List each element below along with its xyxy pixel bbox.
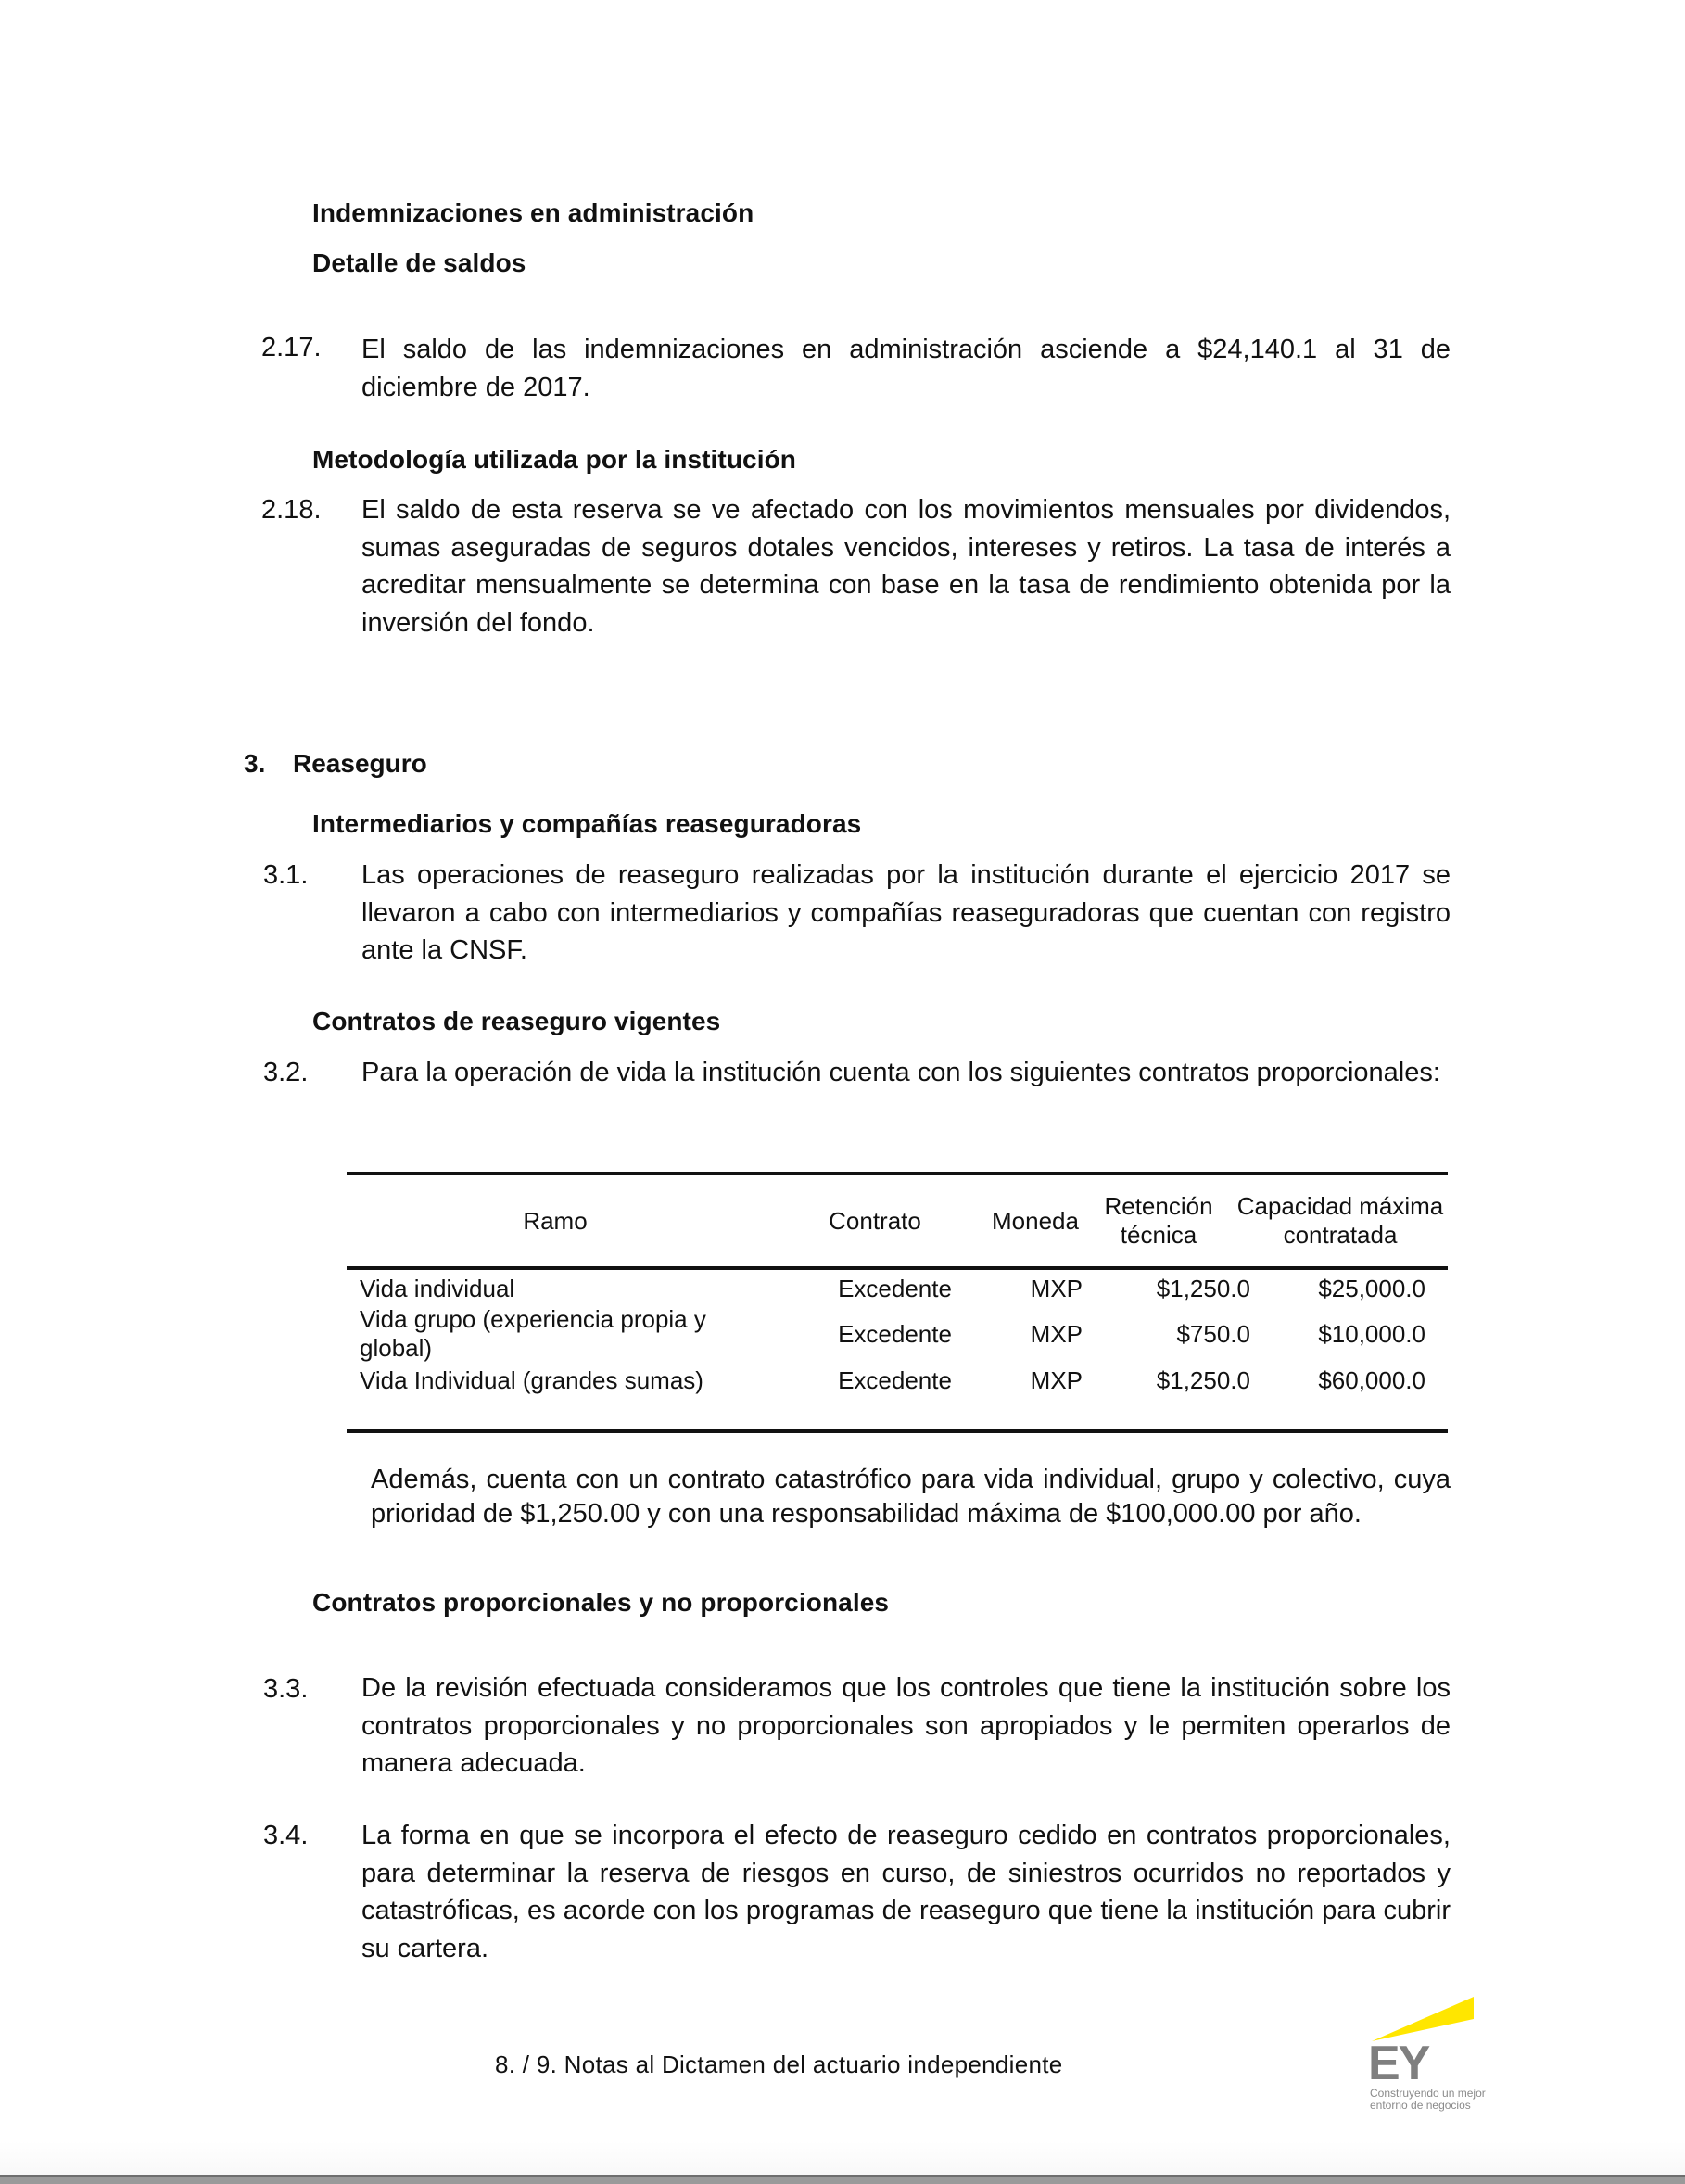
subheading-detalle-saldos: Detalle de saldos — [312, 248, 526, 277]
paragraph-number-2-18: 2.18. — [261, 495, 322, 525]
table-bottom-rule — [347, 1429, 1448, 1433]
section-heading-indemnizaciones: Indemnizaciones en administración — [312, 198, 754, 227]
viewer-bottom-edge — [0, 2175, 1685, 2184]
paragraph-number-2-17: 2.17. — [261, 333, 322, 362]
paragraph-catastrofico: Además, cuenta con un contrato catastrófico para vida individual, grupo y colectivo, cuya prioridad de $1,250.00 y con una responsabilidad máxima de $100,000.00 por año. — [371, 1465, 1451, 1529]
cell-retencion: $1,250.0 — [1156, 1365, 1250, 1394]
ey-logo-tagline — [1370, 2088, 1486, 2112]
cell-ramo: Vida grupo (experiencia propia y global) — [360, 1305, 706, 1362]
cell-capacidad: $60,000.0 — [1318, 1365, 1425, 1394]
cell-moneda: MXP — [1030, 1319, 1083, 1348]
table-header-row — [347, 1175, 1448, 1266]
cell-retencion: $750.0 — [1176, 1319, 1250, 1348]
ey-logo-wordmark: EY — [1368, 2037, 1429, 2090]
table-row — [347, 1365, 1448, 1396]
subheading-contratos-vigentes: Contratos de reaseguro vigentes — [312, 1007, 721, 1035]
paragraph-2-17: El saldo de las indemnizaciones en administración asciende a $24,140.1 al 31 de diciembre de 2017. — [361, 335, 1451, 402]
footer-page-label: 8. / 9. Notas al Dictamen del actuario independiente — [495, 2051, 1063, 2078]
paragraph-number-3-4: 3.4. — [263, 1821, 309, 1850]
subheading-intermediarios: Intermediarios y compañías reaseguradoras — [312, 809, 862, 838]
table-row — [347, 1274, 1448, 1303]
table-row — [347, 1303, 1448, 1365]
cell-capacidad: $25,000.0 — [1318, 1274, 1425, 1302]
section-number-3: 3. — [244, 749, 266, 778]
cell-contrato: Excedente — [838, 1319, 952, 1348]
paragraph-number-3-3: 3.3. — [263, 1674, 309, 1704]
cell-retencion: $1,250.0 — [1156, 1274, 1250, 1302]
paragraph-number-3-1: 3.1. — [263, 860, 309, 890]
cell-capacidad: $10,000.0 — [1318, 1319, 1425, 1348]
paragraph-3-4: La forma en que se incorpora el efecto de reaseguro cedido en contratos proporcionales, para determinar la reserva de riesgos en curso, de siniestros ocurridos no reportados y catastróficas, es acorde con los programas de reaseguro que tiene la institución para cubrir su cartera. — [361, 1821, 1451, 1963]
section-heading-reaseguro: Reaseguro — [293, 749, 427, 778]
cell-moneda: MXP — [1030, 1274, 1083, 1302]
header-contrato: Contrato — [829, 1206, 921, 1235]
ey-tagline-line2: entorno de negocios — [1370, 2099, 1471, 2112]
header-ramo: Ramo — [523, 1206, 588, 1235]
ey-tagline-line1: Construyendo un mejor — [1370, 2087, 1486, 2100]
paragraph-3-3: De la revisión efectuada consideramos que los controles que tiene la institución sobre los contratos proporcionales y no proporcionales son apropiados y le permiten operarlos de manera adecuada. — [361, 1673, 1451, 1778]
subheading-proporcionales: Contratos proporcionales y no proporcionales — [312, 1588, 890, 1617]
paragraph-number-3-2: 3.2. — [263, 1058, 309, 1087]
paragraph-2-18: El saldo de esta reserva se ve afectado con los movimientos mensuales por dividendos, sumas aseguradas de seguros dotales vencidos, intereses y retiros. La tasa de interés a acreditar mensualmente se determina con base en la tasa de rendimiento obtenida por la inversión del fondo. — [361, 495, 1451, 638]
reinsurance-contracts-table — [347, 1172, 1448, 1433]
header-retencion: Retención técnica — [1104, 1192, 1213, 1249]
paragraph-3-2: Para la operación de vida la institución cuenta con los siguientes contratos proporcionales: — [361, 1058, 1440, 1087]
paragraph-3-1: Las operaciones de reaseguro realizadas por la institución durante el ejercicio 2017 se llevaron a cabo con intermediarios y compañías reaseguradoras que cuentan con registro ante la CNSF. — [361, 860, 1451, 965]
subheading-metodologia: Metodología utilizada por la institución — [312, 445, 796, 474]
page-bottom-shade — [0, 2141, 1685, 2175]
cell-ramo: Vida individual — [360, 1274, 515, 1302]
cell-moneda: MXP — [1030, 1365, 1083, 1394]
cell-ramo: Vida Individual (grandes sumas) — [360, 1365, 703, 1394]
header-moneda: Moneda — [992, 1206, 1079, 1235]
cell-contrato: Excedente — [838, 1274, 952, 1302]
header-capacidad: Capacidad máxima contratada — [1236, 1192, 1444, 1249]
cell-contrato: Excedente — [838, 1365, 952, 1394]
table-body — [347, 1270, 1448, 1429]
